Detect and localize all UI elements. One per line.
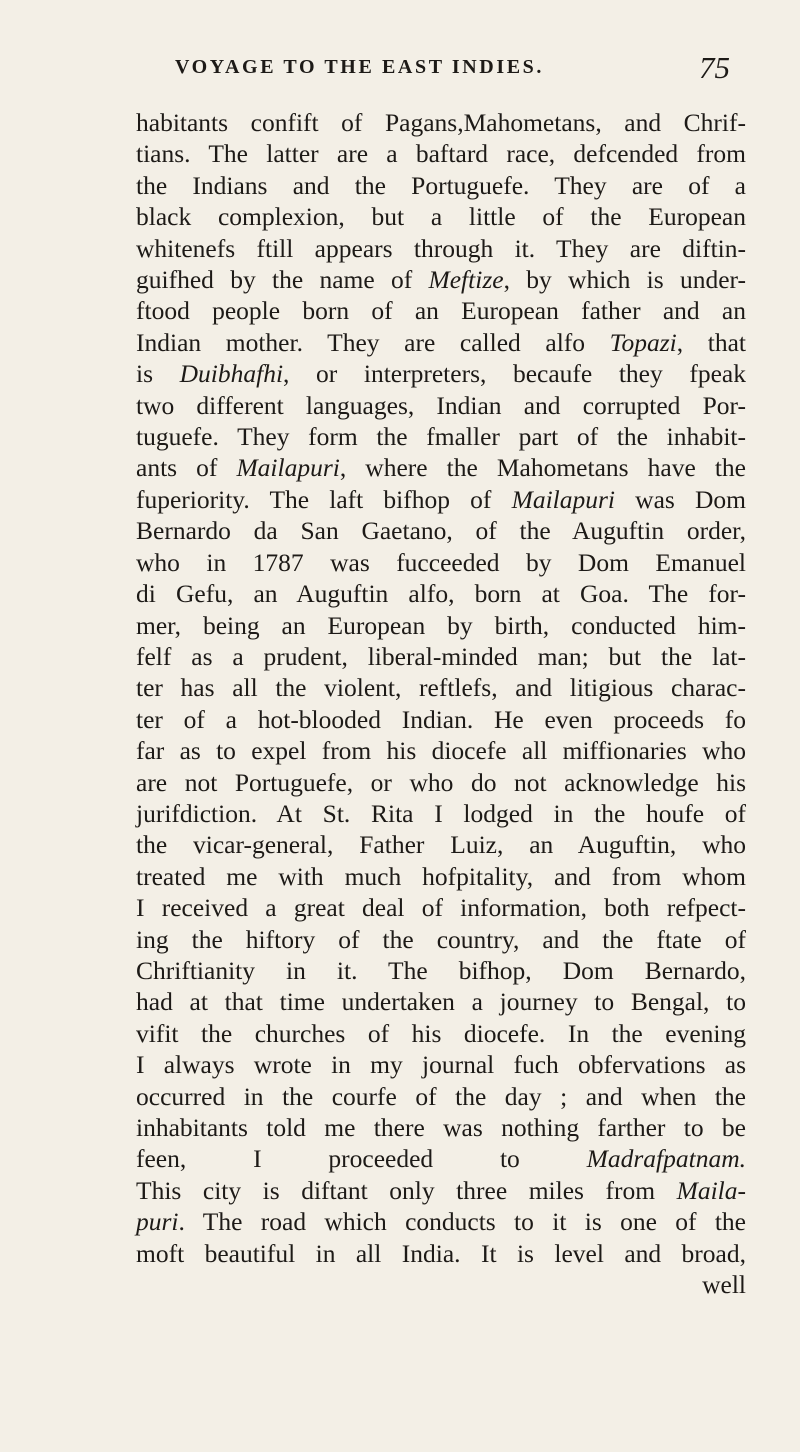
text-line [136,547,746,578]
text-line [136,578,746,609]
text-run: the Indians and the Portuguefe. They are of a [136,170,746,200]
text-line [136,672,746,703]
text-run: inhabitants told me there was nothing farther to be [136,1113,746,1142]
text-run: , that [676,327,746,357]
text-run: feen, I proceeded to [136,1144,587,1174]
text-line [136,452,746,483]
text-run: ter has all the violent, reftlefs, and litigious charac- [136,673,746,703]
text-run: treated me with much hofpitality, and from whom [136,861,746,891]
text-line [136,641,746,672]
text-run: ants of [136,453,237,483]
text-run: the vicar-general, Father Luiz, an Auguftin, who [136,830,746,860]
running-head [140,50,730,94]
text-line [136,295,746,326]
text-line [136,327,746,358]
text-run: I received a great deal of information, both refpect- [136,893,746,923]
text-line [136,704,746,735]
text-run: jurifdiction. At St. Rita I lodged in the houfe of [136,798,746,828]
text-run: far as to expel from his diocefe all miffionaries who [136,736,746,766]
text-run: felf as a prudent, liberal-minded man; but the lat- [136,641,746,671]
text-run: tuguefe. They form the fmaller part of the inhabit- [136,422,746,452]
text-line [136,1018,746,1049]
text-line [136,1081,746,1112]
running-title: VOYAGE TO THE EAST INDIES. [175,56,544,78]
text-run: di Gefu, an Auguftin alfo, born at Goa. The for- [136,579,746,609]
italic-text: Mailapuri [511,484,615,514]
text-run: vifit the churches of his diocefe. In the evening [136,1018,746,1048]
text-run: two different languages, Indian and corrupted Por- [136,390,746,420]
text-line [136,484,746,515]
text-line [136,421,746,452]
text-run: guifhed by the name of [136,265,429,295]
text-line [136,1143,746,1174]
text-run: is [136,359,180,389]
body-text [136,107,746,1300]
text-run: black complexion, but a little of the European [136,202,746,232]
italic-text: puri [136,1207,179,1237]
text-line [136,107,746,138]
text-line [136,986,746,1017]
italic-text: Maila- [676,1175,746,1205]
text-run: habitants confift of Pagans,Mahometans, and Chrif- [136,108,746,137]
text-run: was Dom [615,484,746,514]
text-line [136,1112,746,1143]
text-run: who in 1787 was fucceeded by Dom Emanuel [136,547,746,577]
text-line [136,1049,746,1080]
text-line [136,924,746,955]
page-number: 75 [699,50,730,85]
text-run: fuperiority. The laft bifhop of [136,484,512,514]
italic-text: Madrafpatnam. [586,1144,746,1174]
text-run: mer, being an European by birth, conducted him- [136,610,746,640]
text-line [136,767,746,798]
text-run: ing the hiftory of the country, and the ftate of [136,924,746,954]
text-run: , where the Mahometans have the [339,453,746,483]
italic-text: Topazi [609,327,677,357]
text-run: whitenefs ftill appears through it. They are diftin- [136,233,746,263]
text-run: occurred in the courfe of the day ; and when the [136,1081,746,1111]
text-line [136,955,746,986]
text-line [136,735,746,766]
text-line [136,1175,746,1206]
italic-text: Mailapuri [236,453,340,483]
text-line [136,264,746,295]
text-run: , or interpreters, becaufe they fpeak [283,359,746,389]
text-run: Bernardo da San Gaetano, of the Auguftin order, [136,516,746,546]
text-line [136,861,746,892]
text-run: Chriftianity in it. The bifhop, Dom Bernardo, [136,955,746,985]
text-run: , by which is under- [503,265,746,295]
text-run: moft beautiful in all India. It is level and broad, [136,1238,746,1268]
text-run: This city is diftant only three miles from [136,1175,677,1205]
text-run: . The road which conducts to it is one of the [178,1207,746,1237]
text-run: ter of a hot-blooded Indian. He even proceeds fo [136,704,746,734]
text-run: Indian mother. They are called alfo [136,327,610,357]
text-run: ftood people born of an European father and an [136,296,746,326]
text-line [136,892,746,923]
text-line [136,390,746,421]
text-line [136,170,746,201]
text-run: I always wrote in my journal fuch obfervations as [136,1050,746,1080]
text-run: had at that time undertaken a journey to Bengal, to [136,987,746,1017]
text-line [136,358,746,389]
text-line [136,1206,746,1237]
italic-text: Duibhafhi [179,359,284,389]
text-line [136,610,746,641]
text-line [136,201,746,232]
italic-text: Meftize [428,265,504,295]
catchword: well [702,1270,746,1300]
text-run: are not Portuguefe, or who do not acknowledge his [136,767,746,797]
text-line [136,138,746,169]
text-run: tians. The latter are a baftard race, defcended from [136,139,746,169]
text-line [136,515,746,546]
text-line [136,798,746,829]
text-line [136,829,746,860]
text-line [136,233,746,264]
text-line [136,1238,746,1269]
